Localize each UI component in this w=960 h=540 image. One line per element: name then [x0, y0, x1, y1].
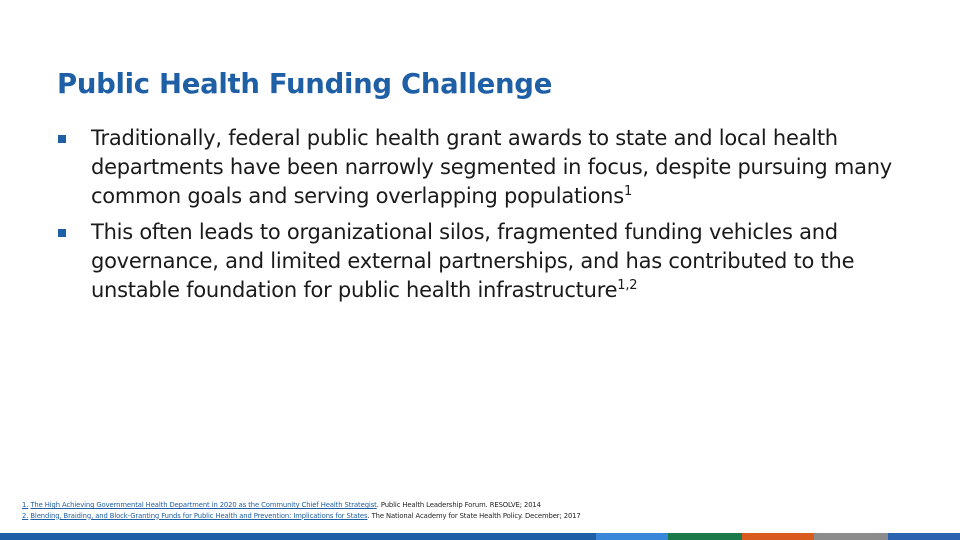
footnote-number[interactable]: 1. — [22, 501, 29, 509]
bullet-item — [58, 124, 918, 211]
square-bullet-icon — [58, 229, 66, 237]
bar-segment — [0, 533, 596, 540]
footnote-citation: . The National Academy for State Health Policy. December; 2017 — [367, 511, 581, 520]
bullet-text: Traditionally, federal public health grant awards to state and local health departments have been narrowly segmented in focus, despite pursuing many common goals and serving overlapping populations — [91, 126, 892, 208]
footnote-number[interactable]: 2. — [22, 511, 29, 520]
footnote-reference: 1 — [623, 184, 632, 199]
footnote-citation: . Public Health Leadership Forum. RESOLVE; 2014 — [376, 501, 541, 509]
footnote-2 — [22, 511, 952, 522]
footnote-link[interactable]: Blending, Braiding, and Block-Granting Funds for Public Health and Prevention: Implications for States — [30, 511, 368, 520]
footnote-link[interactable]: The High Achieving Governmental Health Department in 2020 as the Community Chief Health Strategist — [30, 501, 377, 509]
bullet-text: This often leads to organizational silos, fragmented funding vehicles and governance, and limited external partnerships, and has contributed to the unstable foundation for public health infrastructure — [91, 220, 855, 302]
bar-segment — [596, 533, 668, 540]
bar-segment — [742, 533, 814, 540]
slide-title: Public Health Funding Challenge — [57, 68, 553, 100]
footnotes — [22, 500, 952, 521]
bar-segment — [814, 533, 888, 540]
footnote-reference: 1,2 — [617, 278, 638, 293]
square-bullet-icon — [58, 135, 66, 143]
bullet-list — [58, 124, 918, 312]
bar-segment — [668, 533, 742, 540]
footnote-1 — [22, 500, 952, 511]
bar-segment — [888, 533, 960, 540]
bottom-color-bar — [0, 533, 960, 540]
bullet-item — [58, 218, 918, 305]
